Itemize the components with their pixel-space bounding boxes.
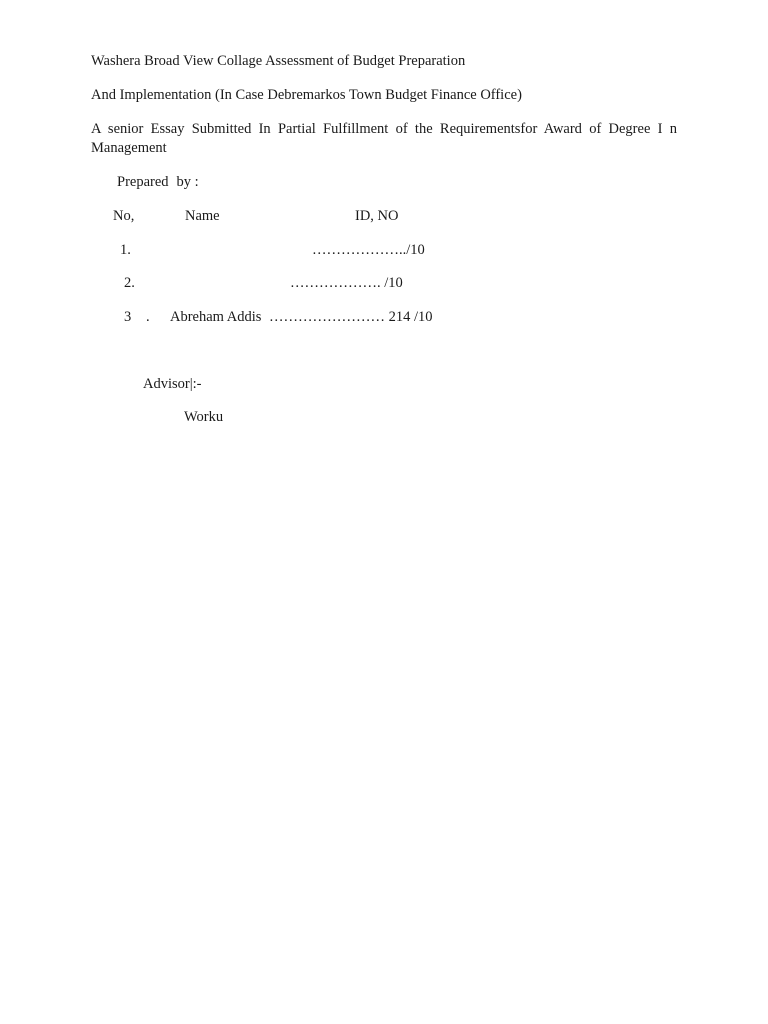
member-3-id: …………………… 214 /10 xyxy=(269,309,433,325)
header-no: No, xyxy=(113,208,135,224)
title-line-1: Washera Broad View Collage Assessment of Budget Preparation xyxy=(91,53,466,69)
member-1-number: 1. xyxy=(120,242,131,258)
advisor-label: Advisor|:- xyxy=(143,376,202,392)
member-3-number: 3 xyxy=(124,309,132,325)
member-3-separator: . xyxy=(146,309,150,325)
header-name: Name xyxy=(185,208,220,224)
by-word: by : xyxy=(176,174,199,190)
prepared-word: Prepared xyxy=(117,174,169,190)
prepared-by-label xyxy=(117,173,199,191)
advisor-name: Worku xyxy=(184,409,224,425)
member-2-number: 2. xyxy=(124,275,135,291)
member-1-id: ………………../10 xyxy=(312,242,425,258)
member-2-id: ………………. /10 xyxy=(290,275,403,291)
title-line-2: And Implementation (In Case Debremarkos Town Budget Finance Office) xyxy=(91,87,522,103)
submission-statement: A senior Essay Submitted In Partial Fulfillment of the Requirementsfor Award of Degree I n Management xyxy=(91,121,677,156)
member-3-name: Abreham Addis xyxy=(170,309,262,325)
header-id: ID, NO xyxy=(355,208,399,224)
